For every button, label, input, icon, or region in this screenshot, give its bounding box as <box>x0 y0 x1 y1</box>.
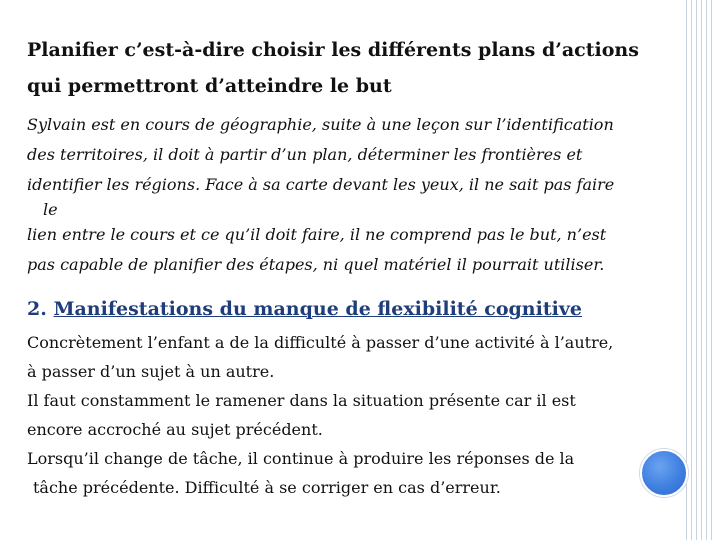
border-rule <box>696 0 697 540</box>
heading-line: qui permettront d’atteindre le but <box>27 75 392 97</box>
slide-heading <box>27 32 667 104</box>
border-rule <box>686 0 687 540</box>
body-line: tâche précédente. Difficulté à se corriger en cas d’erreur. <box>33 478 501 497</box>
body-line: encore accroché au sujet précédent. <box>27 420 323 439</box>
border-rule <box>691 0 692 540</box>
slide-content <box>27 32 667 502</box>
border-rule <box>701 0 702 540</box>
story-line: le <box>43 200 58 219</box>
heading-line: Planifier c’est-à-dire choisir les différents plans d’actions <box>27 39 639 61</box>
section-number: 2. <box>27 298 47 320</box>
story-line: Sylvain est en cours de géographie, suite à une leçon sur l’identification <box>27 115 614 134</box>
story-line: identifier les régions. Face à sa carte devant les yeux, il ne sait pas faire <box>27 175 615 194</box>
story-line: des territoires, il doit à partir d’un plan, déterminer les frontières et <box>27 145 583 164</box>
body-line: à passer d’un sujet à un autre. <box>27 362 275 381</box>
body-paragraph <box>27 328 667 502</box>
story-line: pas capable de planifier des étapes, ni quel matériel il pourrait utiliser. <box>27 255 605 274</box>
border-rule <box>711 0 712 540</box>
story-line: lien entre le cours et ce qu’il doit faire, il ne comprend pas le but, n’est <box>27 225 607 244</box>
section-title <box>27 294 667 324</box>
border-rule <box>706 0 707 540</box>
body-line: Lorsqu’il change de tâche, il continue à produire les réponses de la <box>27 449 575 468</box>
body-line: Concrètement l’enfant a de la difficulté à passer d’une activité à l’autre, <box>27 333 614 352</box>
body-line: Il faut constamment le ramener dans la situation présente car il est <box>27 391 576 410</box>
example-paragraph <box>27 110 667 280</box>
section-title-link[interactable]: Manifestations du manque de flexibilité cognitive <box>53 298 582 320</box>
